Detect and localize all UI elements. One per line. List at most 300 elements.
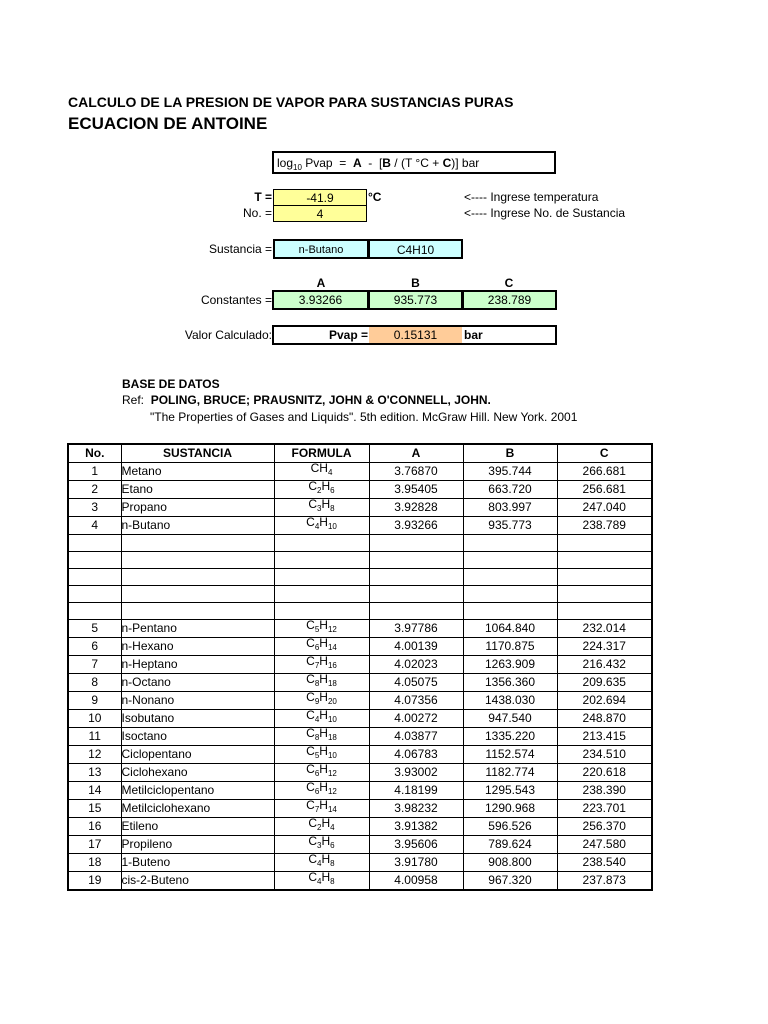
cell-c: 238.540 [557,854,652,872]
cell-formula [274,710,369,728]
formula-element: H [319,727,328,740]
col-header-b: B [463,444,557,463]
cell-no: 5 [68,620,121,638]
cell-formula [274,728,369,746]
cell-formula [274,517,369,535]
cell-sustancia: n-Heptano [121,656,274,674]
col-header-formula: FORMULA [274,444,369,463]
substances-table [67,443,653,891]
formula-element: H [319,709,328,722]
formula-subscript: 18 [327,733,337,742]
cell-a: 3.95405 [369,481,463,499]
cell-c: 247.040 [557,499,652,517]
cell-a [369,552,463,569]
cell-b: 596.526 [463,818,557,836]
formula-element: H [321,871,331,884]
cell-b: 1295.543 [463,782,557,800]
table-row [68,517,652,535]
formula-element: C [308,835,318,848]
cell-c: 234.510 [557,746,652,764]
cell-formula [274,499,369,517]
formula-subscript: 12 [327,769,337,778]
cell-no: 8 [68,674,121,692]
formula-text [308,818,334,831]
formula-subscript: 5 [314,751,320,760]
equation-log: log [277,156,294,170]
cell-c: 266.681 [557,463,652,481]
formula-element: H [319,516,328,529]
cell-a: 4.05075 [369,674,463,692]
table-row [68,620,652,638]
cell-a: 4.00139 [369,638,463,656]
temperature-unit: °C [368,190,382,204]
formula-subscript: 4 [327,468,333,477]
cell-formula [274,463,369,481]
cell-sustancia: n-Hexano [121,638,274,656]
formula-subscript: 6 [314,769,320,778]
cell-formula [274,586,369,603]
formula-element: H [319,619,328,632]
cell-sustancia: Propileno [121,836,274,854]
formula-element: H [319,637,328,650]
equation-pvap: Pvap = [301,156,353,170]
cell-no: 4 [68,517,121,535]
table-row [68,818,652,836]
cell-sustancia [121,569,274,586]
formula-element: H [321,817,331,830]
page-subtitle: ECUACION DE ANTOINE [68,114,268,133]
formula-subscript: 6 [314,643,320,652]
cell-c: 202.694 [557,692,652,710]
cell-sustancia: Metilciclohexano [121,800,274,818]
formula-element: H [319,462,328,475]
cell-formula [274,535,369,552]
formula-text [306,800,337,813]
table-row [68,481,652,499]
formula-subscript: 7 [314,661,320,670]
cell-sustancia: cis-2-Buteno [121,872,274,891]
equation-b: B [382,156,391,170]
formula-subscript: 10 [327,715,337,724]
formula-subscript: 8 [330,504,335,513]
formula-element: C [308,853,318,866]
cell-c [557,603,652,620]
cell-sustancia: Ciclohexano [121,764,274,782]
table-row [68,656,652,674]
table-row [68,800,652,818]
cell-no: 12 [68,746,121,764]
formula-element: C [308,480,318,493]
cell-b: 967.320 [463,872,557,891]
cell-c [557,586,652,603]
formula-subscript: 6 [330,486,335,495]
constant-b-header: B [411,276,420,290]
cell-formula [274,764,369,782]
formula-text [308,499,334,512]
formula-subscript: 6 [314,787,320,796]
formula-subscript: 3 [317,504,322,513]
cell-b: 1064.840 [463,620,557,638]
table-row [68,692,652,710]
table-row [68,872,652,891]
formula-subscript: 10 [327,751,337,760]
formula-element: C [308,498,318,511]
cell-sustancia: Ciclopentano [121,746,274,764]
cell-a: 4.00272 [369,710,463,728]
formula-subscript: 10 [327,522,337,531]
equation-log-base: 10 [293,163,302,172]
cell-formula [274,638,369,656]
cell-formula [274,603,369,620]
table-row [68,854,652,872]
formula-subscript: 8 [314,679,320,688]
temperature-label: T = [254,190,272,204]
cell-b: 1356.360 [463,674,557,692]
cell-formula [274,782,369,800]
formula-subscript: 8 [314,733,320,742]
cell-formula [274,481,369,499]
cell-b: 803.997 [463,499,557,517]
cell-b: 789.624 [463,836,557,854]
substance-no-label: No. = [242,206,272,220]
formula-subscript: 4 [330,823,335,832]
cell-a: 4.02023 [369,656,463,674]
constants-label: Constantes = [200,293,272,307]
cell-sustancia: n-Nonano [121,692,274,710]
cell-no: 10 [68,710,121,728]
formula-element: C [306,673,315,686]
constant-c-value: 238.789 [462,290,557,310]
formula-element: C [306,619,315,632]
table-row [68,499,652,517]
formula-text [311,463,333,476]
cell-no [68,586,121,603]
cell-formula [274,836,369,854]
cell-sustancia [121,552,274,569]
cell-formula [274,854,369,872]
cell-a [369,535,463,552]
cell-no: 16 [68,818,121,836]
cell-a [369,603,463,620]
cell-b: 1290.968 [463,800,557,818]
cell-no: 19 [68,872,121,891]
cell-a: 3.98232 [369,800,463,818]
cell-a: 4.18199 [369,782,463,800]
formula-subscript: 18 [327,679,337,688]
formula-element: C [306,709,315,722]
pvap-label: Pvap = [328,328,368,342]
cell-b: 908.800 [463,854,557,872]
table-row-empty [68,535,652,552]
cell-a [369,586,463,603]
table-row-empty [68,569,652,586]
cell-sustancia [121,603,274,620]
formula-element: C [306,655,315,668]
formula-subscript: 8 [330,877,335,886]
constant-b-value: 935.773 [368,290,463,310]
database-reference [122,393,491,407]
table-row [68,728,652,746]
formula-text [306,620,337,633]
cell-b: 947.540 [463,710,557,728]
pvap-value: 0.15131 [369,327,462,343]
cell-a: 3.93266 [369,517,463,535]
table-row-empty [68,552,652,569]
cell-no: 9 [68,692,121,710]
formula-text [306,674,337,687]
cell-sustancia: Isobutano [121,710,274,728]
formula-element: C [308,871,318,884]
cell-b: 1263.909 [463,656,557,674]
cell-formula [274,674,369,692]
formula-subscript: 5 [314,625,320,634]
cell-a: 3.95606 [369,836,463,854]
database-title: BASE DE DATOS [122,377,220,391]
formula-text [306,692,337,705]
substance-no-input[interactable]: 4 [273,205,367,222]
cell-b [463,586,557,603]
formula-element: C [308,817,318,830]
formula-element: C [306,763,315,776]
cell-b: 935.773 [463,517,557,535]
cell-formula [274,552,369,569]
cell-c: 238.789 [557,517,652,535]
cell-a: 3.97786 [369,620,463,638]
formula-text [306,710,337,723]
substance-name: n-Butano [273,239,369,259]
cell-c: 220.618 [557,764,652,782]
formula-subscript: 7 [314,805,320,814]
equation-end: )] bar [451,156,480,170]
formula-element: C [306,781,315,794]
cell-sustancia [121,586,274,603]
constant-a-header: A [316,276,326,290]
substance-label: Sustancia = [208,242,272,256]
col-header-no: No. [68,444,121,463]
table-row [68,463,652,481]
reference-authors: POLING, BRUCE; PRAUSNITZ, JOHN & O'CONNELL, JOHN. [150,393,491,407]
cell-formula [274,692,369,710]
cell-c: 238.390 [557,782,652,800]
equation-box [272,151,556,174]
formula-element: H [319,799,328,812]
formula-subscript: 14 [327,643,337,652]
formula-subscript: 8 [330,859,335,868]
col-header-c: C [557,444,652,463]
formula-subscript: 2 [317,823,322,832]
formula-element: H [321,498,331,511]
table-row [68,746,652,764]
table-row-empty [68,586,652,603]
formula-element: H [319,655,328,668]
cell-sustancia: Etileno [121,818,274,836]
cell-c: 256.370 [557,818,652,836]
formula-element: C [306,691,315,704]
formula-text [306,656,337,669]
cell-b [463,569,557,586]
equation-c: C [442,156,452,170]
cell-a: 3.91780 [369,854,463,872]
cell-no [68,603,121,620]
substance-formula: C4H10 [368,239,463,259]
table-row [68,638,652,656]
formula-subscript: 4 [314,522,320,531]
cell-no: 1 [68,463,121,481]
cell-c: 224.317 [557,638,652,656]
cell-c: 237.873 [557,872,652,891]
formula-element: H [319,745,328,758]
formula-text [306,638,337,651]
cell-b: 1170.875 [463,638,557,656]
formula-element: C [306,799,315,812]
constant-c-header: C [504,276,514,290]
cell-c: 247.580 [557,836,652,854]
cell-b: 1335.220 [463,728,557,746]
cell-a: 3.76870 [369,463,463,481]
cell-a [369,569,463,586]
cell-no: 17 [68,836,121,854]
table-row [68,836,652,854]
cell-c: 209.635 [557,674,652,692]
cell-b: 1438.030 [463,692,557,710]
formula-element: H [321,835,331,848]
cell-c [557,552,652,569]
formula-element: C [306,727,315,740]
cell-formula [274,746,369,764]
table-header-row [68,444,652,463]
cell-b: 1182.774 [463,764,557,782]
cell-sustancia: 1-Buteno [121,854,274,872]
formula-text [308,854,334,867]
formula-subscript: 4 [314,715,320,724]
cell-a: 4.06783 [369,746,463,764]
table-row [68,782,652,800]
formula-element: C [306,516,315,529]
cell-no: 13 [68,764,121,782]
cell-b: 1152.574 [463,746,557,764]
table-row [68,674,652,692]
cell-no [68,552,121,569]
cell-sustancia: Isoctano [121,728,274,746]
cell-c: 223.701 [557,800,652,818]
constant-a-value: 3.93266 [272,290,369,310]
formula-element: C [306,637,315,650]
table-body [68,463,652,891]
cell-no [68,535,121,552]
cell-formula [274,620,369,638]
formula-text [308,836,334,849]
cell-sustancia: Metano [121,463,274,481]
cell-formula [274,872,369,891]
cell-no: 18 [68,854,121,872]
pvap-unit: bar [464,328,483,342]
cell-a: 3.92828 [369,499,463,517]
table-row [68,764,652,782]
cell-c: 216.432 [557,656,652,674]
formula-subscript: 4 [317,877,322,886]
cell-b [463,552,557,569]
formula-subscript: 16 [327,661,337,670]
formula-subscript: 9 [314,697,320,706]
cell-no [68,569,121,586]
cell-c: 256.681 [557,481,652,499]
cell-no: 11 [68,728,121,746]
cell-sustancia: n-Pentano [121,620,274,638]
formula-element: H [321,853,331,866]
cell-no: 6 [68,638,121,656]
cell-formula [274,569,369,586]
formula-subscript: 12 [327,787,337,796]
formula-element: H [319,673,328,686]
cell-formula [274,800,369,818]
cell-no: 3 [68,499,121,517]
cell-c: 232.014 [557,620,652,638]
cell-c [557,535,652,552]
formula-element: H [321,480,331,493]
formula-subscript: 12 [327,625,337,634]
cell-a: 3.91382 [369,818,463,836]
cell-sustancia: n-Butano [121,517,274,535]
cell-c: 248.870 [557,710,652,728]
formula-subscript: 4 [317,859,322,868]
reference-prefix: Ref: [122,393,145,407]
table-row-empty [68,603,652,620]
cell-sustancia: Propano [121,499,274,517]
formula-text [306,746,337,759]
formula-element: H [319,781,328,794]
col-header-sustancia: SUSTANCIA [121,444,274,463]
formula-subscript: 14 [327,805,337,814]
cell-sustancia: n-Octano [121,674,274,692]
formula-subscript: 3 [317,841,322,850]
reference-book: "The Properties of Gases and Liquids". 5th edition. McGraw Hill. New York. 2001 [150,410,578,424]
temperature-input[interactable]: -41.9 [273,189,367,206]
cell-no: 15 [68,800,121,818]
formula-element: H [319,691,328,704]
cell-sustancia [121,535,274,552]
formula-text [308,481,334,494]
cell-no: 14 [68,782,121,800]
cell-formula [274,818,369,836]
cell-a: 3.93002 [369,764,463,782]
cell-c: 213.415 [557,728,652,746]
cell-b [463,535,557,552]
cell-a: 4.00958 [369,872,463,891]
cell-a: 4.03877 [369,728,463,746]
cell-no: 2 [68,481,121,499]
equation-minus: - [ [361,156,383,170]
formula-element: C [306,745,315,758]
cell-formula [274,656,369,674]
col-header-a: A [369,444,463,463]
page-title: CALCULO DE LA PRESION DE VAPOR PARA SUSTANCIAS PURAS [68,94,514,110]
formula-text [308,872,334,885]
equation-mid: / (T °C + [390,156,443,170]
formula-subscript: 20 [327,697,337,706]
formula-subscript: 6 [330,841,335,850]
formula-text [306,782,337,795]
formula-element: H [319,763,328,776]
temperature-hint: <---- Ingrese temperatura [464,190,599,204]
result-label: Valor Calculado: [184,328,272,342]
formula-text [306,764,337,777]
formula-text [306,728,337,741]
cell-no: 7 [68,656,121,674]
table-row [68,710,652,728]
formula-element: C [310,462,320,475]
equation-a: A [352,156,362,170]
cell-b: 395.744 [463,463,557,481]
